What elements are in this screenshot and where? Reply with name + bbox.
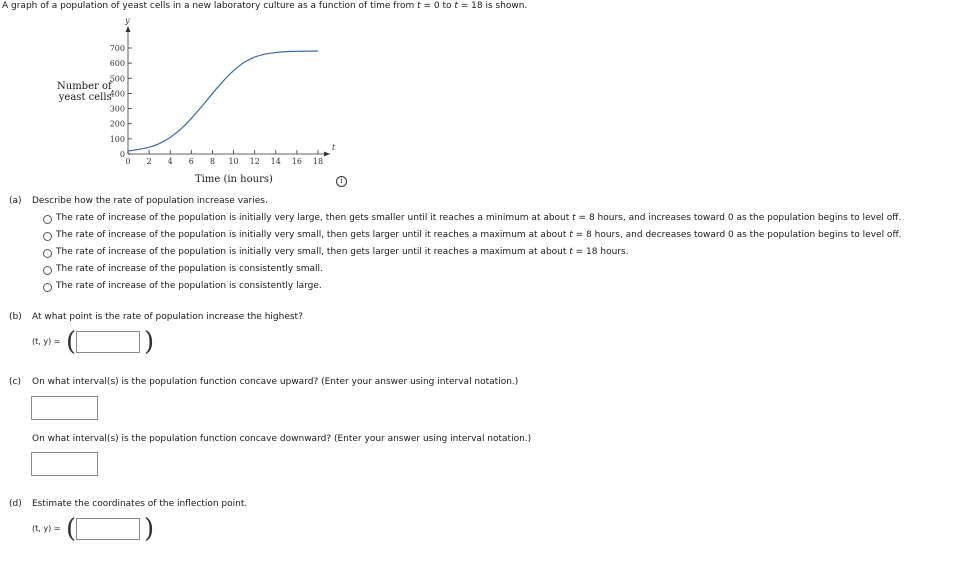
y-tick-label: 0 [119, 150, 125, 159]
y-tick-label: 200 [109, 119, 125, 129]
x-tick-label: 12 [249, 157, 260, 166]
x-tick-label: 0 [125, 157, 131, 166]
radio-button[interactable] [43, 266, 52, 275]
x-tick-label: 14 [270, 157, 281, 166]
y-tick-label: 500 [109, 74, 125, 84]
open-paren: ( [66, 514, 77, 544]
population-curve [128, 51, 318, 151]
part-d-prefix: (t, y) = [32, 524, 61, 533]
y-tick-label: 600 [109, 59, 125, 69]
option-text: The rate of increase of the population is initially very small, then gets larger until it reaches a maximum at about t = 18 hours. [56, 247, 629, 257]
close-paren: ) [144, 514, 155, 544]
y-tick-label: 700 [109, 44, 125, 53]
part-b-label: (b) [9, 312, 22, 322]
part-c-label: (c) [9, 377, 21, 387]
x-tick-label: 8 [209, 157, 215, 166]
x-tick-label: 4 [167, 157, 173, 166]
concave-up-input[interactable] [31, 396, 98, 420]
x-tick-label: 16 [291, 157, 302, 166]
part-d-question: Estimate the coordinates of the inflection point. [32, 499, 248, 509]
radio-button[interactable] [43, 232, 52, 241]
concave-down-input[interactable] [31, 452, 98, 476]
part-c-question-downward: On what interval(s) is the population function concave downward? (Enter your answer using interval notation.) [32, 434, 532, 444]
part-c-question-upward: On what interval(s) is the population function concave upward? (Enter your answer using interval notation.) [32, 377, 519, 387]
part-b-answer-input[interactable] [76, 331, 140, 353]
x-tick-label: 10 [228, 157, 239, 166]
population-chart [0, 0, 360, 195]
part-a-question: Describe how the rate of population increase varies. [32, 196, 268, 206]
radio-button[interactable] [43, 215, 52, 224]
y-tick-label: 100 [109, 134, 125, 144]
close-paren: ) [144, 327, 155, 357]
population-graph [0, 0, 360, 195]
open-paren: ( [66, 327, 77, 357]
y-axis-label: Number of yeast cells [57, 81, 112, 103]
y-tick-label: 400 [109, 89, 125, 99]
radio-button[interactable] [43, 249, 52, 258]
y-axis-variable: y [125, 16, 130, 25]
part-d-answer-input[interactable] [76, 518, 140, 540]
option-text: The rate of increase of the population is initially very small, then gets larger until it reaches a maximum at about t = 8 hours, and decreases toward 0 as the population begins to level off. [56, 230, 902, 240]
t-axis-variable: t [332, 143, 336, 152]
y-tick-label: 300 [109, 104, 125, 114]
part-a-label: (a) [9, 196, 22, 206]
option-text: The rate of increase of the population is initially very large, then gets smaller until it reaches a minimum at about t = 8 hours, and increases toward 0 as the population begins to level off. [56, 213, 902, 223]
part-d-label: (d) [9, 499, 22, 509]
y-axis-arrow [126, 26, 131, 32]
option-text: The rate of increase of the population is consistently small. [56, 264, 323, 274]
x-tick-label: 2 [146, 157, 152, 166]
x-axis-arrow [324, 152, 330, 157]
intro-text: A graph of a population of yeast cells in a new laboratory culture as a function of time from t = 0 to t = 18 is shown. [2, 1, 528, 11]
info-icon[interactable]: i [336, 176, 347, 187]
x-tick-label: 6 [188, 157, 194, 166]
part-b-question: At what point is the rate of population increase the highest? [32, 312, 303, 322]
radio-button[interactable] [43, 283, 52, 292]
x-axis-label: Time (in hours) [195, 174, 273, 185]
part-b-prefix: (t, y) = [32, 337, 61, 346]
option-text: The rate of increase of the population is consistently large. [56, 281, 322, 291]
x-tick-label: 18 [312, 157, 324, 166]
